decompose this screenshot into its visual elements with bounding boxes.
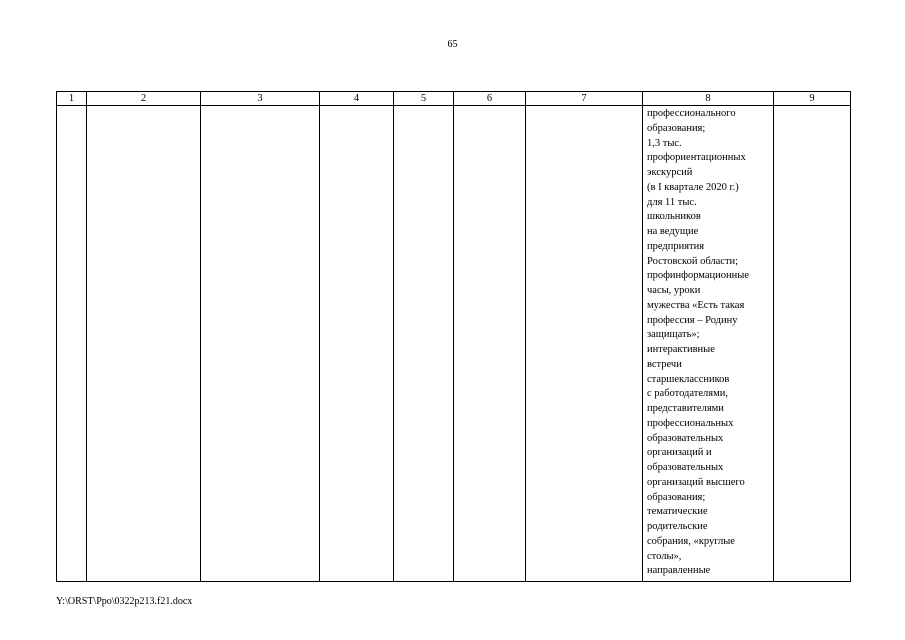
cell-text-line: родительские	[647, 521, 708, 532]
cell-text-line: предприятия	[647, 240, 705, 252]
cell-col-4	[320, 106, 394, 582]
column-header-6: 6	[454, 92, 526, 106]
column-8-text	[643, 106, 773, 579]
cell-text-line: образовательных	[647, 432, 724, 444]
cell-col-8	[643, 106, 774, 582]
column-header-7: 7	[526, 92, 643, 106]
cell-col-5	[394, 106, 454, 582]
cell-text-line: организаций и	[647, 447, 712, 459]
cell-text-line: столы»,	[647, 550, 682, 562]
cell-col-1	[57, 106, 87, 582]
cell-text-line: Ростовской области;	[647, 255, 739, 267]
cell-text-line: направленные	[647, 565, 711, 577]
cell-text-line: экскурсий	[647, 167, 693, 178]
cell-text-line: профессионального	[647, 108, 736, 119]
cell-text-line: школьников	[647, 211, 701, 223]
column-header-2: 2	[87, 92, 201, 106]
cell-text-line: образовательных	[647, 462, 724, 473]
cell-text-line: мужества «Есть такая	[647, 299, 745, 311]
column-header-5: 5	[394, 92, 454, 106]
cell-text-line: старшеклассников	[647, 373, 730, 385]
cell-col-3	[201, 106, 320, 582]
table-row	[57, 106, 851, 582]
document-table	[56, 91, 851, 582]
cell-text-line: образования;	[647, 491, 706, 503]
cell-col-7	[526, 106, 643, 582]
cell-text-line: профориентационных	[647, 152, 746, 164]
cell-text-line: тематические	[647, 506, 708, 518]
cell-text-line: для 11 тыс.	[647, 196, 697, 208]
cell-text-line: (в I квартале 2020 г.)	[647, 181, 739, 193]
column-header-8: 8	[643, 92, 774, 106]
column-header-1: 1	[57, 92, 87, 106]
header-row	[57, 92, 851, 106]
cell-text-line: на ведущие	[647, 226, 699, 237]
cell-text-line: собрания, «круглые	[647, 535, 735, 547]
cell-text-line: часы, уроки	[647, 285, 701, 296]
cell-text-line: защищать»;	[647, 329, 700, 341]
column-header-4: 4	[320, 92, 394, 106]
cell-text-line: 1,3 тыс.	[647, 137, 682, 149]
cell-text-line: встречи	[647, 358, 682, 370]
cell-text-line: профинформационные	[647, 270, 749, 282]
column-header-9: 9	[774, 92, 851, 106]
cell-text-line: профессиональных	[647, 417, 734, 429]
cell-text-line: интерактивные	[647, 344, 715, 355]
cell-text-line: с работодателями,	[647, 388, 728, 400]
cell-text-line: организаций высшего	[647, 476, 745, 488]
footer-file-path: Y:\ORST\Ppo\0322p213.f21.docx	[56, 596, 193, 607]
cell-text-line: представителями	[647, 403, 724, 414]
cell-text-line: профессия – Родину	[647, 314, 738, 326]
column-header-3: 3	[201, 92, 320, 106]
cell-col-2	[87, 106, 201, 582]
cell-col-9	[774, 106, 851, 582]
page-number: 65	[447, 39, 458, 50]
cell-col-6	[454, 106, 526, 582]
cell-text-line: образования;	[647, 122, 706, 134]
